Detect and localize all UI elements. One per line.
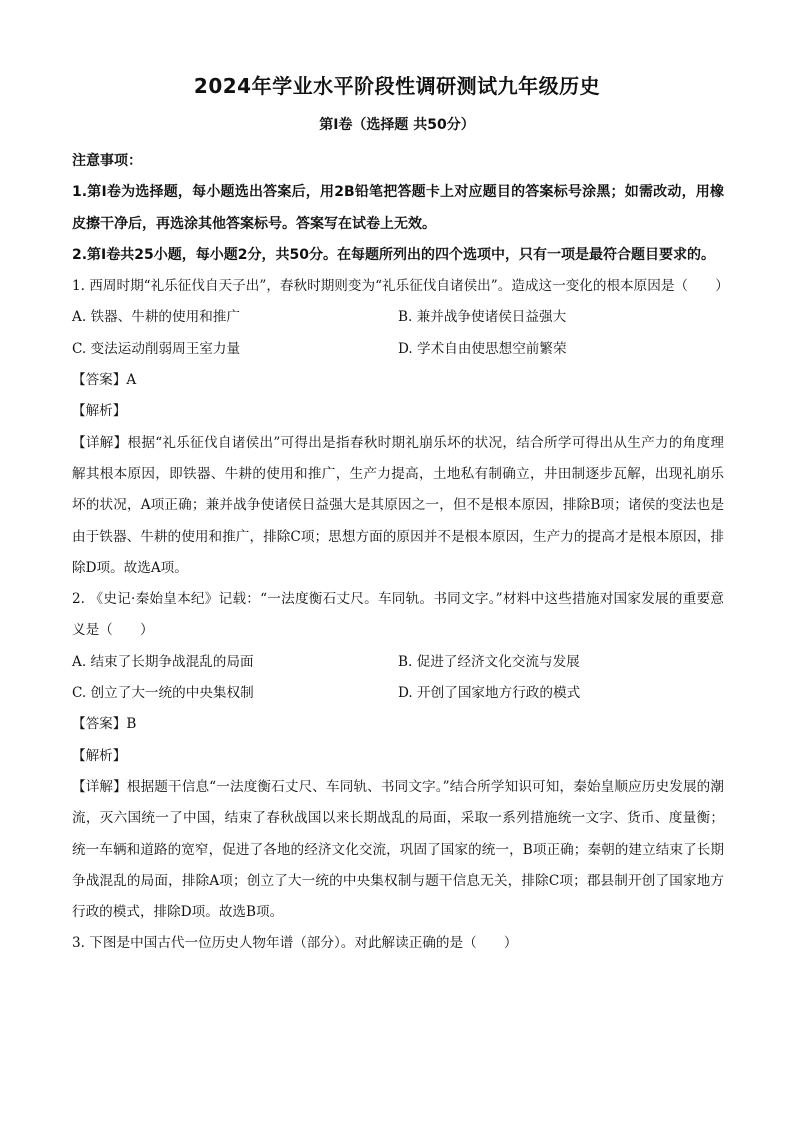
section-subtitle: 第Ⅰ卷（选择题 共50分） (319, 117, 475, 133)
question-2-stem: 2. 《史记·秦始皇本纪》记载：“一法度衡石丈尺。车同轨。书同文字。”材料中这些措施对国家发展的重要意义是（ ） (72, 591, 724, 639)
notice-heading: 注意事项： (72, 153, 142, 169)
question-2-option-c: C. 创立了大一统的中央集权制 (72, 685, 254, 702)
question-2-option-d: D. 开创了国家地方行政的模式 (398, 685, 581, 702)
question-1-answer: 【答案】A (72, 372, 137, 389)
question-1-option-b: B. 兼并战争使诸侯日益强大 (398, 309, 567, 326)
question-1-option-c: C. 变法运动削弱周王室力量 (72, 340, 241, 357)
question-2-detail: 【详解】根据题干信息“一法度衡石丈尺、车同轨、书同文字。”结合所学知识可知，秦始皇顺应历史发展的潮流，灭六国统一了中国，结束了春秋战国以来长期战乱的局面，采取一系列措施统一文字、货币、度量衡；统一车辆和道路的宽窄，促进了各地的经济文化交流，巩固了国家的统一，B项正确；秦朝的建立结束了长期争战混乱的局面，排除A项；创立了大一统的中央集权制与题干信息无关，排除C项；郡县制开创了国家地方行政的模式，排除D项。故选B项。 (72, 778, 724, 921)
question-1-option-d: D. 学术自由使思想空前繁荣 (398, 340, 567, 357)
question-1-stem: 1. 西周时期“礼乐征伐自天子出”，春秋时期则变为“礼乐征伐自诸侯出”。造成这一变化的根本原因是（ ） (72, 278, 729, 295)
question-2-analysis: 【解析】 (72, 747, 127, 764)
question-3-stem: 3. 下图是中国古代一位历史人物年谱（部分）。对此解读正确的是（ ） (72, 935, 518, 952)
exam-content (72, 146, 729, 960)
question-1-option-a: A. 铁器、牛耕的使用和推广 (72, 309, 240, 326)
question-2-option-b: B. 促进了经济文化交流与发展 (398, 653, 580, 670)
question-2-option-a: A. 结束了长期争战混乱的局面 (72, 653, 254, 670)
question-1-analysis: 【解析】 (72, 403, 127, 420)
page-title: 2024年学业水平阶段性调研测试九年级历史 (193, 74, 601, 98)
question-1-detail: 【详解】根据“礼乐征伐自诸侯出”可得出是指春秋时期礼崩乐坏的状况，结合所学可得出从生产力的角度理解其根本原因，即铁器、牛耕的使用和推广，生产力提高，土地私有制确立，井田制逐步瓦解，出现礼崩乐坏的状况，A项正确；兼并战争使诸侯日益强大是其原因之一，但不是根本原因，排除B项；诸侯的变法也是由于铁器、牛耕的使用和推广，排除C项；思想方面的原因并不是根本原因，生产力的提高才是根本原因，排除D项。故选A项。 (72, 434, 724, 576)
question-2-options (72, 647, 724, 710)
notice-item-2: 2.第Ⅰ卷共25小题，每小题2分，共50分。在每题所列出的四个选项中，只有一项是最符合题目要求的。 (72, 246, 715, 263)
notice-item-1: 1.第Ⅰ卷为选择题，每小题选出答案后，用2B铅笔把答题卡上对应题目的答案标号涂黑；如需改动，用橡皮擦干净后，再选涂其他答案标号。答案写在试卷上无效。 (72, 184, 724, 232)
question-1-options (72, 302, 724, 365)
question-2-answer: 【答案】B (72, 716, 137, 733)
